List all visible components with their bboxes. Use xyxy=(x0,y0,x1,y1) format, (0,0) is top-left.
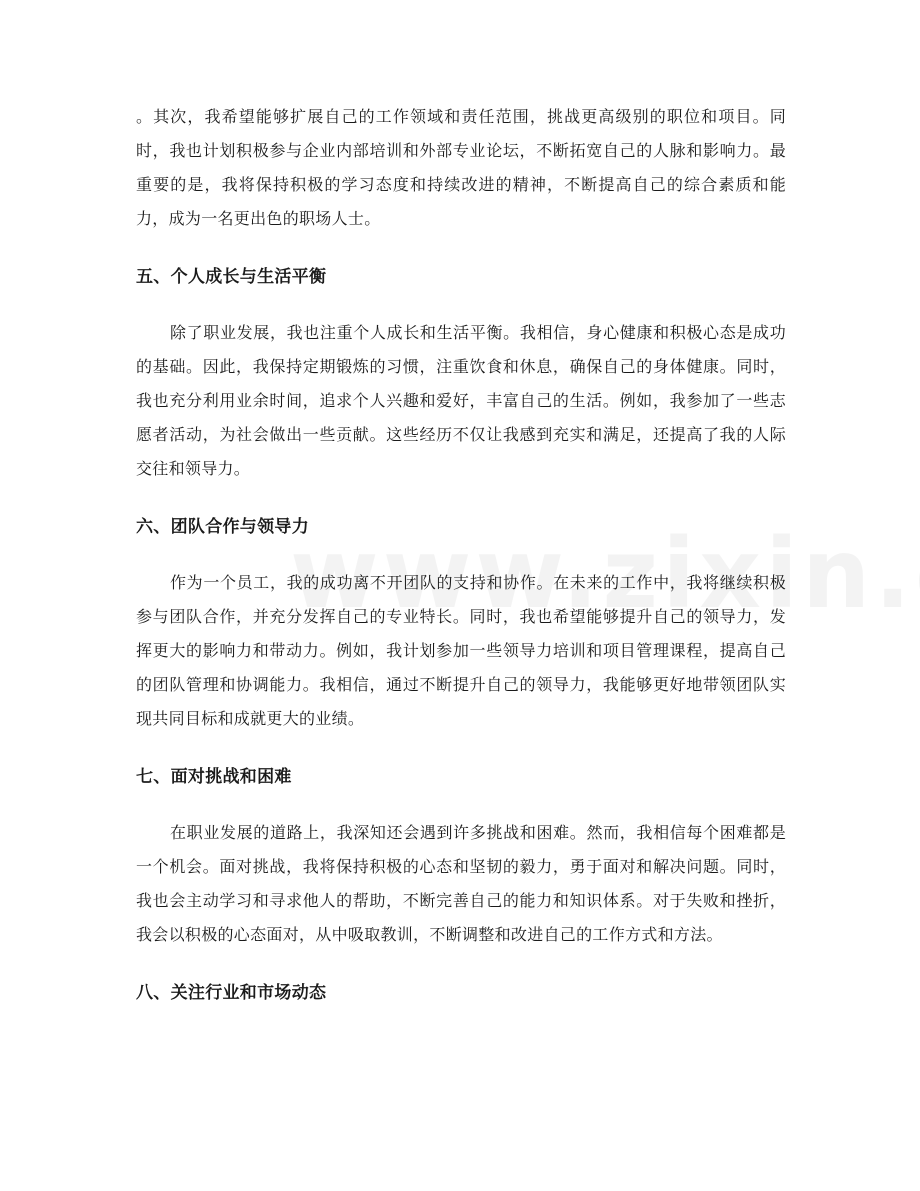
section-5-heading: 五、个人成长与生活平衡 xyxy=(136,267,327,287)
section-8-heading: 八、关注行业和市场动态 xyxy=(136,983,327,1003)
intro-paragraph: 。其次，我希望能够扩展自己的工作领域和责任范围，挑战更高级别的职位和项目。同时，我也计划积极参与企业内部培训和外部专业论坛，不断拓宽自己的人脉和影响力。最重要的是，我将保持积极的学习态度和持续改进的精神，不断提高自己的综合素质和能力，成为一名更出色的职场人士。 xyxy=(136,107,786,228)
document-page xyxy=(136,100,786,1010)
section-6-heading: 六、团队合作与领导力 xyxy=(136,517,309,537)
section-6-paragraph: 作为一个员工，我的成功离不开团队的支持和协作。在未来的工作中，我将继续积极参与团队合作，并充分发挥自己的专业特长。同时，我也希望能够提升自己的领导力，发挥更大的影响力和带动力。例如，我计划参加一些领导力培训和项目管理课程，提高自己的团队管理和协调能力。我相信，通过不断提升自己的领导力，我能够更好地带领团队实现共同目标和成就更大的业绩。 xyxy=(136,573,786,728)
section-7-paragraph: 在职业发展的道路上，我深知还会遇到许多挑战和困难。然而，我相信每个困难都是一个机会。面对挑战，我将保持积极的心态和坚韧的毅力，勇于面对和解决问题。同时，我也会主动学习和寻求他人的帮助，不断完善自己的能力和知识体系。对于失败和挫折，我会以积极的心态面对，从中吸取教训，不断调整和改进自己的工作方式和方法。 xyxy=(136,823,786,944)
section-5-paragraph: 除了职业发展，我也注重个人成长和生活平衡。我相信，身心健康和积极心态是成功的基础。因此，我保持定期锻炼的习惯，注重饮食和休息，确保自己的身体健康。同时，我也充分利用业余时间，追求个人兴趣和爱好，丰富自己的生活。例如，我参加了一些志愿者活动，为社会做出一些贡献。这些经历不仅让我感到充实和满足，还提高了我的人际交往和领导力。 xyxy=(136,323,786,478)
section-7-heading: 七、面对挑战和困难 xyxy=(136,767,292,787)
